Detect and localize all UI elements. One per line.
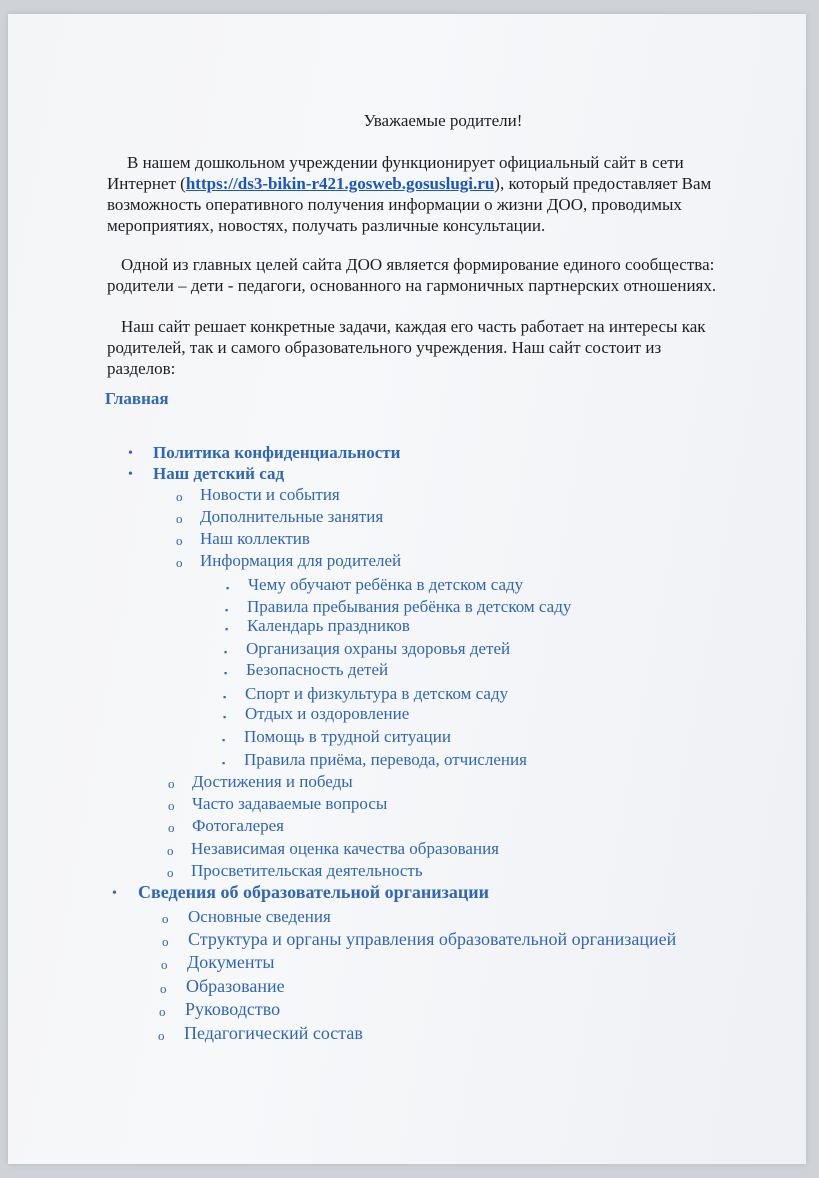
circle-bullet-icon: o	[167, 865, 174, 880]
document-title: Уважаемые родители!	[363, 111, 523, 130]
kg-item: Просветительская деятельность	[191, 861, 423, 880]
circle-bullet-icon: o	[168, 798, 175, 813]
square-bullet-icon: ▪	[224, 647, 228, 657]
square-bullet-icon: ▪	[222, 758, 226, 768]
document-page	[8, 14, 806, 1164]
circle-bullet-icon: o	[168, 820, 175, 835]
circle-bullet-icon: o	[176, 489, 183, 504]
circle-bullet-icon: o	[167, 843, 174, 858]
site-link[interactable]: https://ds3-bikin-r421.gosweb.gosuslugi.ru	[185, 174, 495, 193]
tasks-paragraph: Наш сайт решает конкретные задачи, каждая его часть работает на интересы как родителей, так и самого образовательного учреждения. Наш сайт состоит из разделов:	[107, 317, 706, 378]
org-item: Руководство	[185, 999, 281, 1019]
square-bullet-icon: ▪	[225, 605, 229, 615]
square-bullet-icon: ▪	[223, 692, 227, 702]
section-our-kindergarten: Наш детский сад	[153, 464, 285, 483]
intro-text-end: ), который предоставляет Вам возможность оперативного получения информации о жизни ДОО, проводимых мероприятиях, новостях, получать различные консультации.	[107, 174, 712, 235]
main-heading: Главная	[105, 389, 169, 408]
circle-bullet-icon: o	[162, 911, 169, 926]
circle-bullet-icon: o	[176, 511, 183, 526]
org-item: Структура и органы управления образовательной организацией	[188, 929, 677, 949]
kg-item: Дополнительные занятия	[200, 507, 384, 526]
section-privacy: Политика конфиденциальности	[153, 443, 401, 462]
kg-item: Новости и события	[200, 485, 340, 504]
parents-item: Помощь в трудной ситуации	[244, 727, 451, 746]
circle-bullet-icon: o	[176, 533, 183, 548]
square-bullet-icon: ▪	[224, 668, 228, 678]
circle-bullet-icon: o	[159, 1004, 166, 1019]
parents-item: Отдых и оздоровление	[245, 704, 410, 723]
org-item: Педагогический состав	[184, 1023, 363, 1043]
intro-text-start: В нашем дошкольном учреждении функционирует официальный сайт в сети Интернет (	[107, 153, 684, 193]
org-item: Образование	[186, 976, 285, 996]
square-bullet-icon: ▪	[225, 624, 229, 634]
kg-item: Независимая оценка качества образования	[191, 839, 499, 858]
parents-item: Организация охраны здоровья детей	[246, 639, 511, 658]
circle-bullet-icon: o	[160, 981, 167, 996]
bullet-icon: •	[128, 467, 133, 482]
kg-item: Наш коллектив	[200, 529, 310, 548]
bullet-icon: •	[112, 886, 117, 901]
parents-item: Безопасность детей	[246, 660, 389, 679]
org-item: Основные сведения	[188, 907, 331, 926]
square-bullet-icon: ▪	[222, 735, 226, 745]
square-bullet-icon: ▪	[226, 583, 230, 593]
circle-bullet-icon: o	[162, 934, 169, 949]
kg-item: Часто задаваемые вопросы	[192, 794, 388, 813]
section-org-info: Сведения об образовательной организации	[138, 882, 489, 902]
parents-item: Правила пребывания ребёнка в детском саду	[247, 597, 572, 616]
parents-item: Спорт и физкультура в детском саду	[245, 684, 509, 703]
square-bullet-icon: ▪	[223, 712, 227, 722]
circle-bullet-icon: o	[161, 957, 168, 972]
kg-item: Фотогалерея	[192, 816, 284, 835]
circle-bullet-icon: o	[158, 1028, 165, 1043]
parents-item: Календарь праздников	[247, 616, 410, 635]
circle-bullet-icon: o	[168, 776, 175, 791]
bullet-icon: •	[128, 446, 133, 461]
parents-item: Правила приёма, перевода, отчисления	[244, 750, 527, 769]
intro-paragraph	[107, 152, 717, 236]
circle-bullet-icon: o	[176, 555, 183, 570]
kg-item: Достижения и победы	[192, 772, 353, 791]
parents-item: Чему обучают ребёнка в детском саду	[248, 575, 524, 594]
kg-item: Информация для родителей	[200, 551, 402, 570]
goal-paragraph: Одной из главных целей сайта ДОО является формирование единого сообщества: родители – дети - педагоги, основанного на гармоничных партнерских отношениях.	[107, 255, 717, 295]
org-item: Документы	[187, 952, 275, 972]
